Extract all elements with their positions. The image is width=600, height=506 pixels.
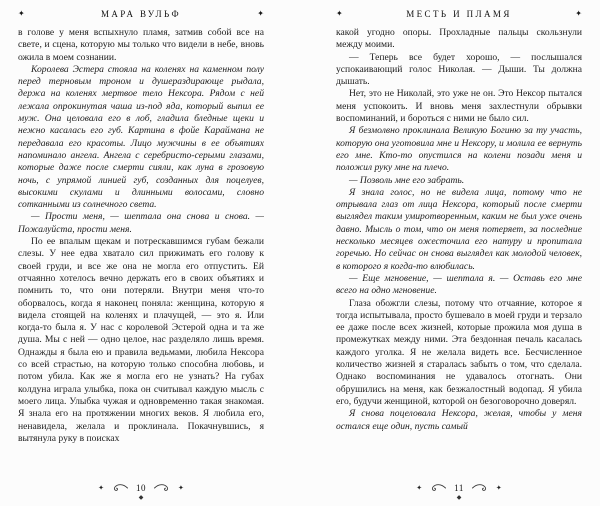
paragraph: — Позволь мне его забрать. [349,174,465,186]
paragraph: Я снова поцеловала Нексора, желая, чтобы у меня остался еще один, пусть самый [336,408,582,432]
vine-ornament-icon [430,483,446,493]
diamond-ornament-icon: ◆ [138,494,144,501]
paragraph: какой угодно опоры. Прохладные пальцы скользнули между моими. [336,27,582,51]
page-right-footer [336,469,582,502]
page-number-ornament [98,483,184,493]
text-column-left [18,27,264,469]
page-number: 10 [136,483,146,493]
paragraph: в голове у меня вспыхнуло пламя, затмив собой все на свете, и сцена, которую мы только что видели в небе, вновь ожила в моем сознании. [18,27,264,63]
star-icon: ✦ [257,8,264,18]
page-left [18,7,264,502]
text-column-right [336,27,582,469]
star-icon: ✦ [495,483,502,492]
page-left-header [18,7,264,20]
page-number-ornament [416,483,501,493]
paragraph: Я знала голос, но не видела лица, потому что не отрывала глаз от лица Нексора, который после смерти выглядел таким умиротворенным, каким не был уже очень давно. Мысль о том, что он меня потеряет, за последние несколько месяцев ожесточила его натуру и пропитала горечью. Но сейчас он снова выглядел как молодой человек, в которого я когда-то влюбилась. [336,186,582,272]
vine-ornament-icon [472,483,488,493]
star-icon: ✦ [336,8,343,18]
star-icon: ✦ [178,483,184,492]
paragraph: Королева Эстера стояла на коленях на каменном полу перед терновым троном и душераздирающе рыдала, держа на коленях мертвое тело Нексора. Рядом с ней лежала опрокинутая чаша из-под яда, который выпил ее муж. Она целовала его в лоб, гладила бледные щеки и нежно касалась его губ. Картина в фойе Караймана не передавала его красоты. Лицо мужчины в ее объятиях напоминало ангела. Ангела с серебристо-серыми глазами, которые даже после смерти сияли, как луна в грозовую ночь, с упрямой линией губ, созданных для поцелуев, высокими скулами и длинными волосами, словно сотканными из солнечного света. [18,63,264,211]
paragraph: — Еще мгновение, — шептала я. — Оставь его мне всего на одно мгновение. [336,272,582,297]
vine-ornament-icon [112,483,128,493]
page-number: 11 [454,483,464,493]
page-right [336,7,582,502]
paragraph: По ее впалым щекам и потрескавшимся губам бежали слезы. У нее едва хватало сил прижимать его голову к своей груди, и все же она не могла его отпустить. Ей отчаянно хотелось вечно держать его в своих объятиях и помнить то, что они потеряли. Внутри меня что-то оборвалось, когда я наконец поняла: женщина, которую я видела стоящей на коленях и плачущей, — это я. Или когда-то была я. У нас с королевой Эстерой одна и та же душа. Мы с ней — одно целое, нас разделяло лишь время. Однажды я была ею и правила ведьмами, любила Нексора со всей страстью, на которую только способна любовь, и потом убила. Как же я могла его не узнать? На губах колдуна играла улыбка, пока он считывал каждую мысль с моего лица. Улыбка чужая и одновременно такая знакомая. Я знала его на протяжении многих веков. Я любила его, ненавидела, желала и проклинала. Покачнувшись, я вытянула руку в поисках [18,236,264,444]
star-icon: ✦ [18,8,25,18]
paragraph: — Прости меня, — шептала она снова и снова. — Пожалуйста, прости меня. [18,211,264,235]
star-icon: ✦ [575,8,582,18]
paragraph: Глаза обожгли слезы, потому что отчаяние, которое я тогда испытывала, просто бушевало в моей груди и терзало ее даже после всех жизней, которые прожила моя душа в промежутках между ними. Эта бездонная печаль касалась каждого уголка. Я не желала видеть все. Бесчисленное количество жизней я старалась забыть о том, что сделала. Однако воспоминания не удавалось отогнать. Они обрушились на меня, как безжалостный водопад. Я убила его, будучи женщиной, которой он безоговорочно доверял. [336,297,582,407]
paragraph: — Теперь все будет хорошо, — послышался успокаивающий голос Николая. — Дыши. Ты должна дышать. [336,51,582,88]
page-right-header [336,7,582,20]
paragraph: Нет, это не Николай, это уже не он. Это Нексор пытался меня успокоить. И вновь меня захлестнули обрывки воспоминаний, и бороться с ними не было сил. [336,88,582,125]
running-head-author: МАРА ВУЛЬФ [100,8,182,19]
star-icon: ✦ [416,483,423,492]
page-left-footer [18,469,264,502]
diamond-ornament-icon: ◆ [456,494,462,501]
paragraph: Я безмолвно проклинала Великую Богиню за ту участь, которую она уготовила мне и Нексору, и молила ее вернуть его мне. Кто-то опустился на колени позади меня и положил руку мне на плечо. [336,125,582,174]
vine-ornament-icon [154,483,170,493]
running-head-title: МЕСТЬ И ПЛАМЯ [406,8,512,19]
star-icon: ✦ [98,483,104,492]
